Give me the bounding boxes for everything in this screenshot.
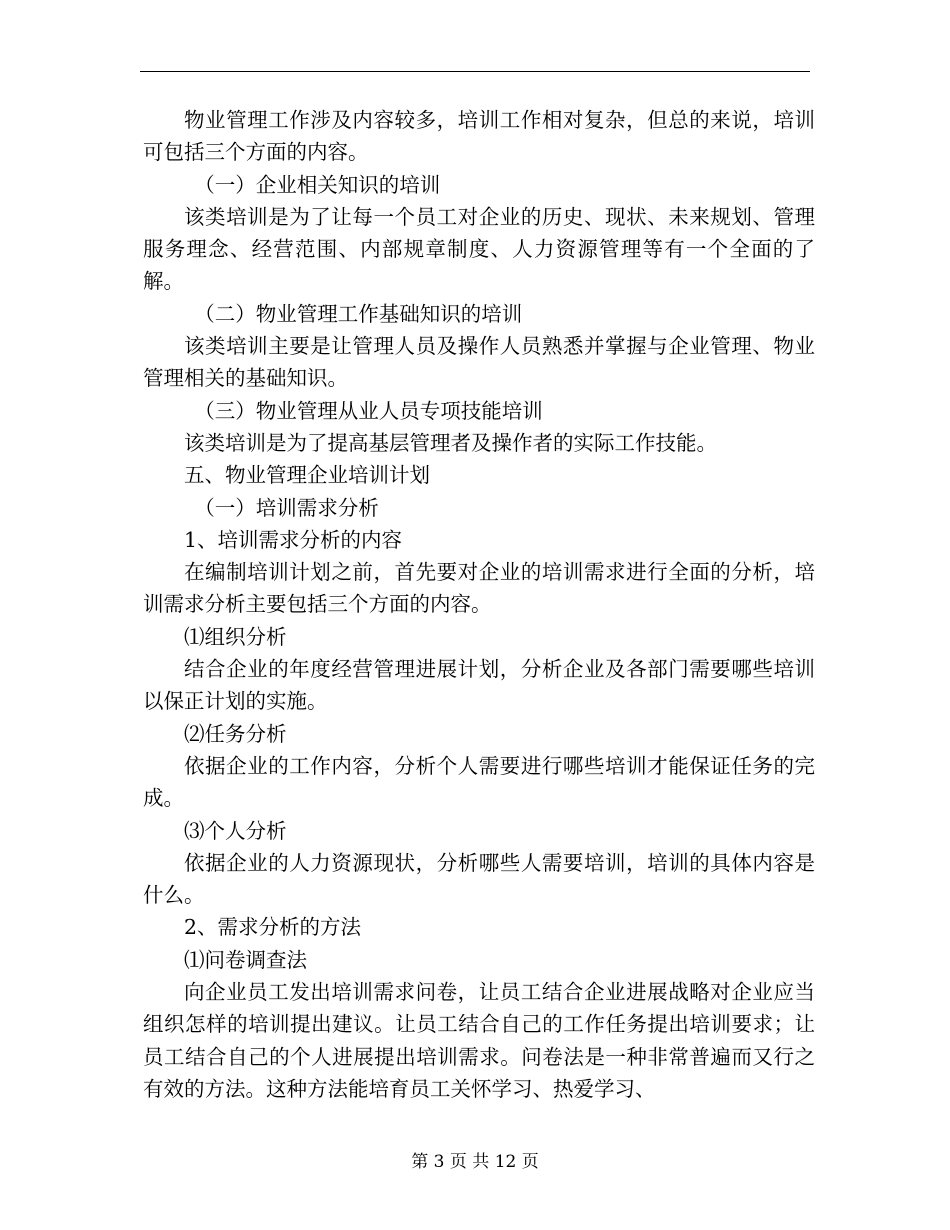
section-subheading: （二）物业管理工作基础知识的培训 bbox=[194, 301, 523, 326]
section-heading: 2、需求分析的方法 bbox=[184, 915, 362, 940]
paragraph: 在编制培训计划之前，首先要对企业的培训需求进行全面的分析，培训需求分析主要包括三个方面的内容。 bbox=[143, 560, 815, 617]
paragraph: 该类培训是为了提高基层管理者及操作者的实际工作技能。 bbox=[184, 430, 717, 455]
document-body bbox=[143, 104, 815, 1105]
paragraph: 物业管理工作涉及内容较多，培训工作相对复杂，但总的来说，培训可包括三个方面的内容。 bbox=[143, 108, 815, 165]
list-item-heading: ⑵任务分析 bbox=[184, 721, 287, 746]
section-heading: 1、培训需求分析的内容 bbox=[184, 527, 403, 552]
list-item-heading: ⑴组织分析 bbox=[184, 624, 287, 649]
section-subheading: （一）培训需求分析 bbox=[194, 495, 379, 520]
paragraph: 依据企业的人力资源现状，分析哪些人需要培训，培训的具体内容是什么。 bbox=[143, 850, 815, 908]
section-subheading: （一）企业相关知识的培训 bbox=[194, 172, 441, 197]
list-item-heading: ⑴问卷调查法 bbox=[184, 947, 307, 972]
list-item-heading: ⑶个人分析 bbox=[184, 818, 287, 843]
page-number: 第 3 页 共 12 页 bbox=[411, 1152, 539, 1172]
paragraph: 该类培训主要是让管理人员及操作人员熟悉并掌握与企业管理、物业管理相关的基础知识。 bbox=[143, 334, 815, 391]
header-rule bbox=[140, 71, 810, 72]
paragraph: 向企业员工发出培训需求问卷，让员工结合企业进展战略对企业应当组织怎样的培训提出建议。让员工结合自己的工作任务提出培训要求；让员工结合自己的个人进展提出培训需求。问卷法是一种非常普遍而又行之有效的方法。这种方法能培育员工关怀学习、热爱学习、 bbox=[143, 980, 815, 1101]
section-heading: 五、物业管理企业培训计划 bbox=[184, 463, 430, 488]
section-subheading: （三）物业管理从业人员专项技能培训 bbox=[194, 398, 543, 423]
paragraph: 依据企业的工作内容，分析个人需要进行哪些培训才能保证任务的完成。 bbox=[143, 753, 815, 811]
paragraph: 结合企业的年度经营管理进展计划，分析企业及各部门需要哪些培训以保正计划的实施。 bbox=[143, 657, 815, 714]
paragraph: 该类培训是为了让每一个员工对企业的历史、现状、未来规划、管理服务理念、经营范围、内部规章制度、人力资源管理等有一个全面的了解。 bbox=[143, 204, 815, 294]
